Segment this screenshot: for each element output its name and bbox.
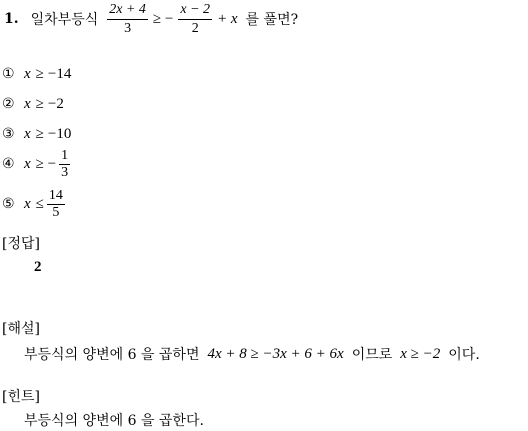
choice-var: x — [24, 95, 31, 112]
fraction-right — [178, 1, 212, 38]
explanation-text-1: 부등식의 양변에 6 을 곱하면 — [24, 347, 200, 363]
choice-fraction — [59, 148, 70, 181]
explanation-math-1: 4x + 8 ≥ −3x + 6 + 6x — [207, 345, 344, 362]
inequality-sign: ≥ − — [152, 10, 174, 27]
question-text: 일차부등식 — [30, 12, 99, 28]
choice-fraction-denominator: 3 — [61, 164, 69, 180]
choice-var: x — [24, 195, 31, 212]
explanation-label: [해설] — [2, 321, 40, 337]
choice-var: x — [24, 155, 31, 172]
choice-value: −14 — [47, 65, 72, 82]
choice-mark: ③ — [2, 126, 15, 142]
choice-4[interactable] — [2, 146, 73, 182]
choice-fraction — [47, 188, 65, 221]
explanation-math-2: x ≥ −2 — [400, 345, 441, 362]
answer-value: 2 — [34, 259, 42, 275]
choice-rel: ≤ — [35, 195, 44, 212]
choice-mark: ① — [2, 66, 15, 82]
fraction-right-denominator: 2 — [191, 20, 199, 36]
choice-var: x — [24, 65, 31, 82]
choice-rel: ≥ − — [35, 155, 57, 172]
fraction-left — [107, 1, 148, 38]
explanation-line — [24, 344, 480, 364]
explanation-text-3: 이다. — [448, 347, 480, 363]
choice-5[interactable] — [2, 186, 68, 222]
hint-text: 부등식의 양변에 6 을 곱한다. — [24, 413, 204, 429]
question-line — [4, 0, 298, 38]
choice-var: x — [24, 125, 31, 142]
choice-value: −10 — [47, 125, 72, 142]
choice-1[interactable] — [2, 64, 71, 84]
answer-label: [정답] — [2, 236, 40, 252]
fraction-left-denominator: 3 — [124, 20, 132, 36]
choice-fraction-numerator: 1 — [61, 147, 69, 163]
question-tail: + x — [217, 10, 238, 27]
choice-rel: ≥ — [35, 125, 44, 142]
choice-mark: ④ — [2, 156, 15, 172]
choice-mark: ② — [2, 96, 15, 112]
choice-2[interactable] — [2, 94, 64, 114]
hint-label: [힌트] — [2, 389, 40, 405]
choice-3[interactable] — [2, 124, 71, 144]
choice-fraction-numerator: 14 — [48, 187, 63, 203]
fraction-right-numerator: x − 2 — [178, 1, 212, 20]
choice-rel: ≥ — [35, 65, 44, 82]
choice-rel: ≥ — [35, 95, 44, 112]
fraction-left-numerator: 2x + 4 — [107, 1, 148, 20]
question-number: 1. — [4, 11, 19, 27]
choice-fraction-denominator: 5 — [52, 204, 60, 220]
question-suffix: 를 풀면? — [245, 12, 299, 28]
choice-mark: ⑤ — [2, 196, 15, 212]
explanation-text-2: 이므로 — [351, 347, 393, 363]
choice-value: −2 — [47, 95, 64, 112]
